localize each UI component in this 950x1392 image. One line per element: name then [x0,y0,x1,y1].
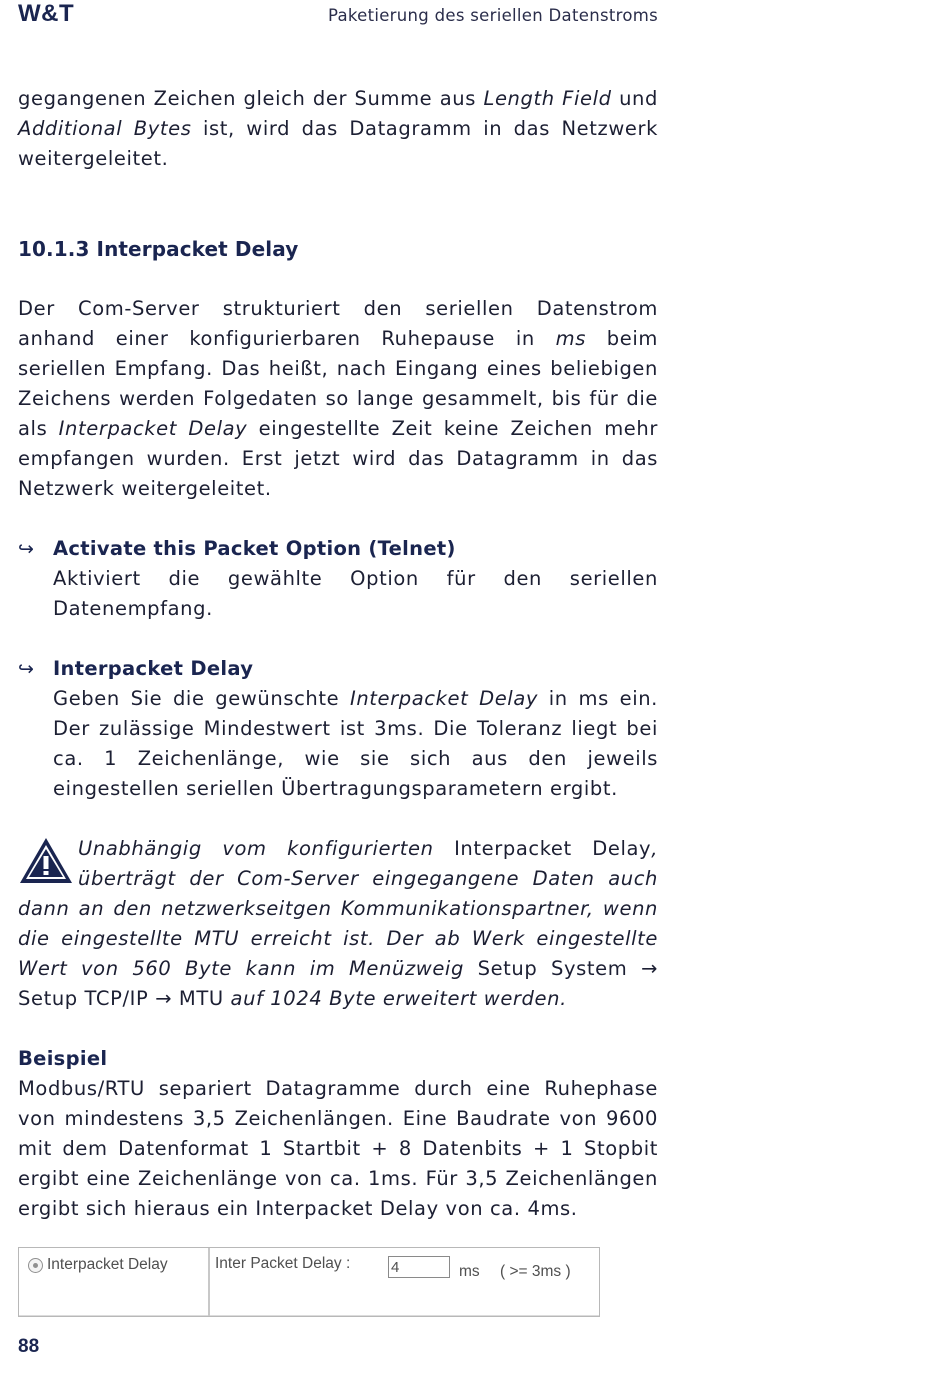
warning-italic: Unabhängig vom konfigurierten [78,837,434,860]
warning-plain: Interpacket Delay [433,837,652,860]
warning-italic: auf 1024 Byte erweitert werden. [223,987,567,1010]
section-text: Der Com-Server strukturiert den seriellen Datenstrom anhand einer konfigurierbaren Ruhepause in [18,297,658,350]
delay-input[interactable] [388,1256,450,1278]
page-content [18,84,658,1224]
settings-panel [18,1247,600,1317]
intro-text: gegangenen Zeichen gleich der Summe aus [18,87,484,110]
intro-term: Length Field [483,87,612,110]
option-description: Aktiviert die gewählte Option für den seriellen Datenempfang. [53,567,658,620]
hook-arrow-icon: ↪ [18,538,35,560]
section-term: ms [555,327,586,350]
option-text: Geben Sie die gewünschte [53,687,350,710]
option-term: Interpacket Delay [349,687,539,710]
example-paragraph: Modbus/RTU separiert Datagramme durch eine Ruhephase von mindestens 3,5 Zeichenlängen. Eine Baudrate von 9600 mit dem Datenformat 1 Startbit + 8 Datenbits + 1 Stopbit ergibt eine Zeichenlänge von ca. 1ms. Für 3,5 Zeichenlängen ergibt sich hieraus ein Interpacket Delay von ca. 4ms. [18,1077,658,1220]
option-interpacket-delay [18,654,658,804]
warning-triangle-icon [18,836,74,886]
warning-italic: , überträgt der Com-Server eingegangene Daten auch dann an den netzwerkseitgen Kommunikationspartner, wenn die eingestellte MTU erreicht ist. Der ab Werk eingestellte Wert von 560 Byte kann im Menüzweig [18,837,658,980]
radio-label: Interpacket Delay [47,1256,168,1273]
page-number: 88 [18,1336,40,1357]
option-cell [19,1248,210,1316]
intro-term: Additional Bytes [18,117,192,140]
intro-paragraph [18,84,658,174]
min-value-hint: ( >= 3ms ) [500,1263,571,1280]
unit-label: ms [459,1263,480,1280]
warning-note [18,834,658,1014]
warning-menu-path: Setup System → Setup TCP/IP → MTU [18,957,658,1010]
brand-logo: W&T [18,0,75,27]
option-description [53,684,658,804]
example-heading: Beispiel [18,1047,108,1070]
section-text: beim seriellen Empfang. Das heißt, nach Eingang eines beliebigen Zeichens werden Folgedaten so lange gesammelt, bis für die als [18,327,658,440]
intro-text: und [611,87,658,110]
section-heading: 10.1.3 Interpacket Delay [18,237,299,261]
hook-arrow-icon: ↪ [18,658,35,680]
section-term: Interpacket Delay [58,417,248,440]
option-text: in ms ein. Der zulässige Mindestwert ist 3ms. Die Toleranz liegt bei ca. 1 Zeichenlänge, wie sie sich aus den jeweils eingestellen seriellen Übertragungsparametern ergibt. [53,687,658,800]
section-text: eingestellte Zeit keine Zeichen mehr empfangen wurden. Erst jetzt wird das Datagramm in das Netzwerk weitergeleitet. [18,417,658,500]
option-activate [18,534,658,624]
interpacket-delay-radio[interactable] [28,1258,43,1273]
running-header: Paketierung des seriellen Datenstroms [327,6,658,25]
option-title: Interpacket Delay [53,657,254,680]
section-paragraph [18,294,658,504]
intro-text: ist, wird das Datagramm in das Netzwerk weitergeleitet. [18,117,658,170]
option-title: Activate this Packet Option (Telnet) [53,537,456,560]
warning-text [18,834,658,1014]
delay-field-label: Inter Packet Delay : [215,1255,351,1272]
